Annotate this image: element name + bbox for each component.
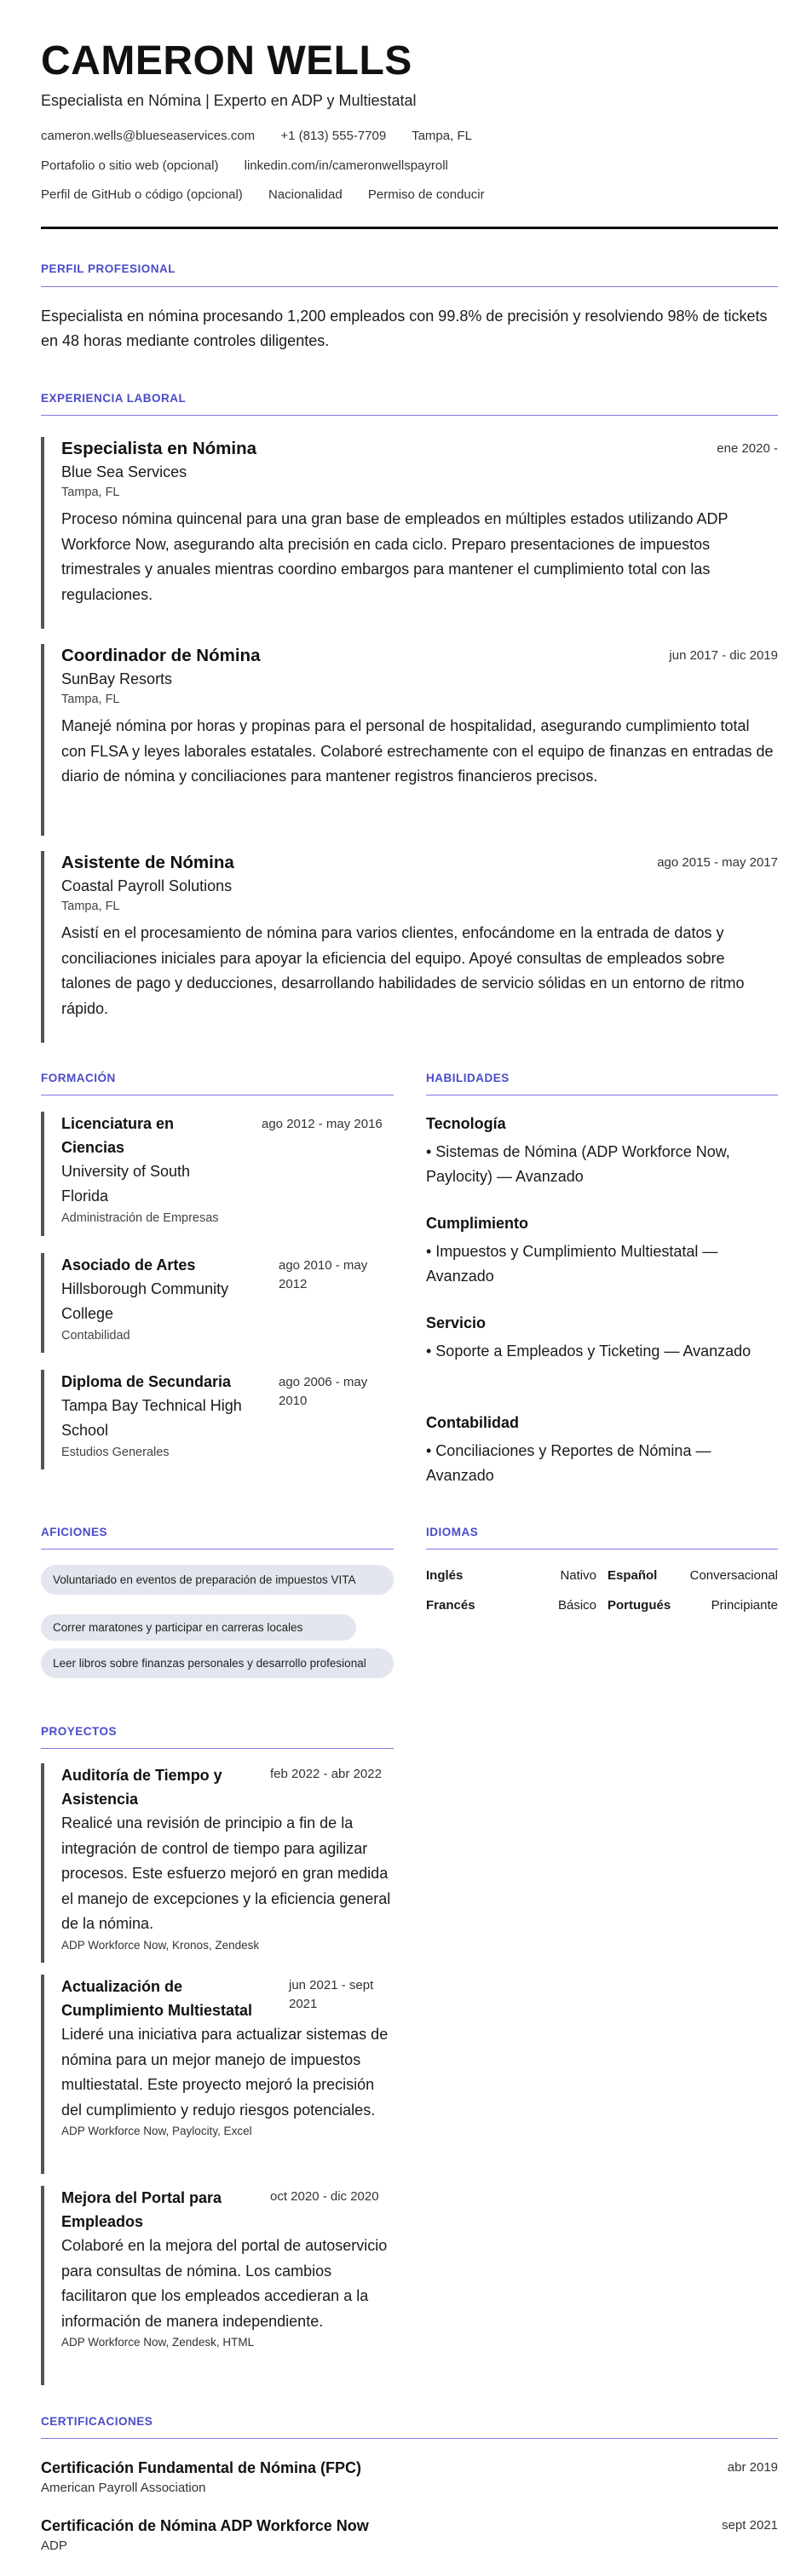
school-name: Hillsborough Community College <box>61 1280 229 1322</box>
skill-category: Cumplimiento <box>426 1215 528 1232</box>
job-title: Asistente de Nómina <box>61 853 234 872</box>
section-divider <box>41 415 778 416</box>
job-date: jun 2017 - dic 2019 <box>669 648 778 663</box>
section-title-experience: EXPERIENCIA LABORAL <box>41 392 187 405</box>
candidate-name: CAMERON WELLS <box>41 38 412 83</box>
skill-item: • Soporte a Empleados y Ticketing — Avanzado <box>426 1343 752 1360</box>
language-name: Inglés <box>426 1568 464 1583</box>
hobby-pill: Leer libros sobre finanzas personales y desarrollo profesional <box>41 1648 394 1678</box>
field-of-study: Contabilidad <box>61 1329 130 1343</box>
project-entry <box>41 1763 394 1963</box>
phone-text: +1 (813) 555-7709 <box>280 129 387 143</box>
project-date: oct 2020 - dic 2020 <box>270 2189 379 2204</box>
certification-entry <box>41 2457 778 2498</box>
section-title-skills: HABILIDADES <box>426 1072 510 1084</box>
certification-entry <box>41 2515 778 2556</box>
language-name: Francés <box>426 1598 475 1613</box>
job-company: Coastal Payroll Solutions <box>61 877 233 894</box>
skill-group <box>426 1212 778 1289</box>
headline: Especialista en Nómina | Experto en ADP y Multiestatal <box>41 92 417 109</box>
skill-item: • Conciliaciones y Reportes de Nómina — Avanzado <box>426 1442 711 1484</box>
header-divider <box>41 227 778 229</box>
section-divider <box>426 1549 778 1550</box>
language-item <box>426 1596 596 1615</box>
language-level: Principiante <box>711 1598 778 1613</box>
contact-row-3 <box>41 187 507 204</box>
language-level: Nativo <box>560 1568 596 1583</box>
field-of-study: Estudios Generales <box>61 1446 170 1459</box>
section-title-hobbies: AFICIONES <box>41 1526 108 1538</box>
project-date: feb 2022 - abr 2022 <box>270 1767 382 1781</box>
language-item <box>608 1567 778 1585</box>
degree-title: Licenciatura en Ciencias <box>61 1115 175 1156</box>
contact-row-1 <box>41 128 494 145</box>
job-date: ene 2020 - <box>717 441 778 456</box>
skill-item: • Sistemas de Nómina (ADP Workforce Now, Paylocity) — Avanzado <box>426 1143 730 1185</box>
section-divider <box>41 2438 778 2439</box>
project-tech: ADP Workforce Now, Zendesk, HTML <box>61 2336 255 2349</box>
section-divider <box>41 1549 394 1550</box>
school-name: University of South Florida <box>61 1163 191 1205</box>
certification-name: Certificación de Nómina ADP Workforce Now <box>41 2517 369 2534</box>
job-location: Tampa, FL <box>61 486 120 499</box>
section-title-summary: PERFIL PROFESIONAL <box>41 262 176 275</box>
section-title-education: FORMACIÓN <box>41 1072 116 1084</box>
skill-item: • Impuestos y Cumplimiento Multiestatal — Avanzado <box>426 1243 718 1285</box>
skill-group <box>426 1412 778 1488</box>
section-divider <box>41 286 778 287</box>
education-entry <box>41 1253 394 1353</box>
language-name: Español <box>608 1568 658 1583</box>
section-title-projects: PROYECTOS <box>41 1725 118 1738</box>
experience-entry <box>41 644 778 836</box>
certification-org: ADP <box>41 2539 67 2553</box>
linkedin-link[interactable]: linkedin.com/in/cameronwellspayroll <box>244 158 448 173</box>
certification-name: Certificación Fundamental de Nómina (FPC) <box>41 2459 362 2476</box>
location-text: Tampa, FL <box>412 129 472 143</box>
job-location: Tampa, FL <box>61 693 120 706</box>
job-description: Manejé nómina por horas y propinas para el personal de hospitalidad, asegurando cumplimiento total con FLSA y leyes laborales estatales. Colaboré estrechamente con el equipo de finanzas en entradas de diario de nómina y conciliaciones para mantener registros financieros precisos. <box>61 717 774 785</box>
education-entry <box>41 1370 394 1469</box>
project-date: jun 2021 - sept 2021 <box>289 1978 374 2011</box>
hobby-pill: Voluntariado en eventos de preparación de impuestos VITA <box>41 1565 394 1595</box>
education-entry <box>41 1112 394 1236</box>
job-description: Proceso nómina quincenal para una gran base de empleados en múltiples estados utilizando ADP Workforce Now, asegurando alta precisión en cada ciclo. Preparo presentaciones de impuestos trimestrales y anuales mientras coordino embargos para mantener el cumplimiento total con las regulaciones. <box>61 510 728 603</box>
github-link[interactable]: Perfil de GitHub o código (opcional) <box>41 187 243 202</box>
language-level: Conversacional <box>689 1568 778 1583</box>
nationality-text: Nacionalidad <box>268 187 343 202</box>
job-date: ago 2015 - may 2017 <box>657 855 778 870</box>
education-date: ago 2010 - may 2012 <box>279 1258 368 1291</box>
experience-entry <box>41 437 778 629</box>
field-of-study: Administración de Empresas <box>61 1211 219 1225</box>
project-tech: ADP Workforce Now, Kronos, Zendesk <box>61 1938 260 1952</box>
job-location: Tampa, FL <box>61 900 120 913</box>
language-name: Portugués <box>608 1598 671 1613</box>
project-title: Actualización de Cumplimiento Multiestatal <box>61 1978 253 2019</box>
job-company: SunBay Resorts <box>61 670 173 687</box>
license-text: Permiso de conducir <box>367 187 485 202</box>
certification-date: sept 2021 <box>722 2518 778 2533</box>
portfolio-link[interactable]: Portafolio o sitio web (opcional) <box>41 158 219 173</box>
skill-group <box>426 1113 778 1189</box>
hobby-pill: Correr maratones y participar en carreras locales <box>41 1614 356 1641</box>
language-item <box>608 1596 778 1615</box>
summary-text: Especialista en nómina procesando 1,200 empleados con 99.8% de precisión y resolviendo 98% de tickets en 48 horas mediante controles diligentes. <box>41 308 768 349</box>
project-description: Colaboré en la mejora del portal de autoservicio para consultas de nómina. Los cambios facilitaron que los empleados accedieran a la información de manera independiente. <box>61 2237 388 2330</box>
language-level: Básico <box>557 1598 596 1613</box>
section-title-certifications: CERTIFICACIONES <box>41 2415 153 2428</box>
project-description: Lideré una iniciativa para actualizar sistemas de nómina para un mejor manejo de impuestos multiestatal. Este proyecto mejoró la precisión del cumplimiento y redujo riesgos potenciales. <box>61 2026 389 2119</box>
language-item <box>426 1567 596 1585</box>
education-date: ago 2012 - may 2016 <box>262 1117 383 1131</box>
school-name: Tampa Bay Technical High School <box>61 1397 242 1439</box>
email-link[interactable]: cameron.wells@blueseaservices.com <box>41 129 256 143</box>
skill-category: Servicio <box>426 1314 487 1331</box>
contact-row-2 <box>41 158 470 175</box>
project-title: Auditoría de Tiempo y Asistencia <box>61 1767 222 1808</box>
skill-category: Contabilidad <box>426 1414 519 1431</box>
degree-title: Diploma de Secundaria <box>61 1373 232 1390</box>
job-description: Asistí en el procesamiento de nómina para varios clientes, enfocándome en la entrada de datos y conciliaciones iniciales para apoyar la eficiencia del equipo. Apoyé consultas de empleados sobre talones de pago y deducciones, desarrollando habilidades de servicio sólidas en un entorno de ritmo rápido. <box>61 924 745 1017</box>
job-company: Blue Sea Services <box>61 463 187 480</box>
project-description: Realicé una revisión de principio a fin de la integración de control de tiempo para agilizar procesos. Este esfuerzo mejoró en gran medida el manejo de excepciones y la eficiencia general de la nómina. <box>61 1814 391 1932</box>
experience-entry <box>41 851 778 1043</box>
project-title: Mejora del Portal para Empleados <box>61 2189 222 2230</box>
skill-group <box>426 1312 778 1364</box>
project-tech: ADP Workforce Now, Paylocity, Excel <box>61 2125 252 2137</box>
skill-category: Tecnología <box>426 1115 506 1132</box>
project-entry <box>41 1975 394 2174</box>
education-date: ago 2006 - may 2010 <box>279 1375 368 1408</box>
certification-date: abr 2019 <box>727 2460 778 2475</box>
section-title-languages: IDIOMAS <box>426 1526 479 1538</box>
section-divider <box>41 1748 394 1749</box>
project-entry <box>41 2186 394 2385</box>
certification-org: American Payroll Association <box>41 2481 206 2495</box>
job-title: Especialista en Nómina <box>61 439 257 458</box>
job-title: Coordinador de Nómina <box>61 646 261 665</box>
degree-title: Asociado de Artes <box>61 1256 196 1274</box>
